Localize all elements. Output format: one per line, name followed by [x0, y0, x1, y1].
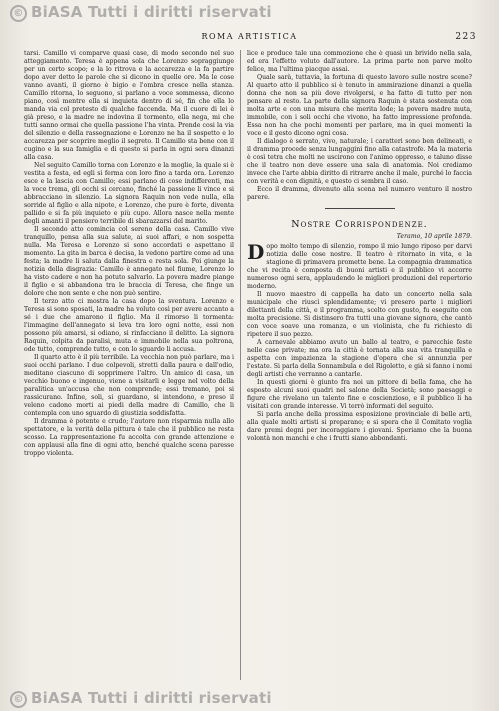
watermark-bottom [10, 689, 310, 709]
column-divider [240, 50, 241, 680]
watermark-text: BiASA Tutti i diritti riservati [31, 689, 272, 707]
paragraph: A carnevale abbiamo avuto un ballo al teatro, e parecchie feste nelle case private; ma ora la città è tornata alla sua vita tranquilla e aspetta con impazienza la stagione d'opera che si annunzia per l'estate. Si parla della Sonnambula e del Rigoletto, e già si fanno i nomi degli artisti che verranno a cantarle. [247, 339, 472, 378]
paragraph: Nel seguito Camillo torna con Lorenzo e la moglie, la quale si è vestita a festa, ed egli si ferma con loro fino a tarda ora. Lorenzo esce e la lascia con Camillo; essi parlano di cose indifferenti, ma la voce trema, gli occhi si cercano, finché la passione li vince e si abbracciano in silenzio. La signora Raquin non vede nulla, ella sorride al figlio e alla nipote, e Lorenzo, che pure è forte, diventa pallido e si fa più inquieto e più cupo. Allora nasce nella mente degli amanti il pensiero terribile di sbarazzarsi del marito. [24, 162, 234, 225]
paragraph: Il secondo atto comincia col sereno della casa. Camillo vive tranquillo, pensa alla sua salute, ai suoi affari, e non sospetta nulla. Ma Teresa e Lorenzo si sono accordati e aspettano il momento. La gita in barca è decisa, la vedono partire come ad una festa; la madre li saluta dalla finestra e resta sola. Poi giunge la notizia della disgrazia: Camillo è annegato nel fiume, Lorenzo lo ha visto cadere e non ha potuto salvarlo. La povera madre piange il figlio e si abbandona tra le braccia di Teresa, che finge un dolore che non sente e che non può sentire. [24, 226, 234, 297]
paragraph: Il quarto atto è il più terribile. La vecchia non può parlare, ma i suoi occhi parlano. I due colpevoli, stretti dalla paura e dall'odio, meditano ciascuno di sopprimere l'altro. Un amico di casa, un vecchio buono e ingenuo, viene a visitarli e legge nel volto della paralitica un'accusa che non comprende; essi tremano, poi si rassicurano. Infine, soli, si guardano, si intendono, e preso il veleno cadono morti ai piedi della madre di Camillo, che li contempla con uno sguardo di giustizia soddisfatta. [24, 354, 234, 417]
paragraph: tarsi. Camillo vi comparve quasi case, di modo secondo nel suo atteggiamento. Teresa è appena sola che Lorenzo sopraggiunge per un certo scopo; e la lo ritrova e la accarezza e la fa partire dopo aver detto le parole che si dicono in quelle ore. Ma le cose vanno avanti, il giorno è bigio e l'ombra cresce nella stanza. Camillo ritorna, lo seguono, si parlano a voce sommessa, dicono piano, così mentre ella si inquieta dentro di sé, fin che ella lo manda via col pretesto di qualche faccenda. Ma il cuore di lei è già preso, e la madre ne indovina il tormento, ella nega, mi che tutti sanno ormai che quella passione l'ha vinta. Prende cosi la via del silenzio e della rassegnazione e Lorenzo ne ha il sospetto e lo accarezza per scoprire meglio il segreto. Il Camillo sta bene con il cugino e la sua famiglia e di questo si parla in ogni sera dinanzi alla casa. [24, 50, 234, 161]
paragraph: lice e produce tale una commozione che è quasi un brivido nella sala, ed era l'effetto voluto dall'autore. La prima parte non parve molto felice, ma l'ultima piacque assai. [247, 50, 472, 73]
section-rule [325, 208, 395, 209]
paragraph: Il dialogo è serrato, vivo, naturale; i caratteri sono ben delineati, e il dramma procede senza lungaggini fino alla catastrofe. Ma la materia è così tetra che molti ne uscirono con l'animo oppresso, e taluno disse che il teatro non deve essere una sala di anatomia. Noi crediamo invece che l'arte abbia diritto di ritrarre anche il male, purché lo faccia con verità e con dignità, e questo ci sembra il caso. [247, 138, 472, 185]
dropcap: D [247, 240, 265, 264]
copyright-icon: © [10, 691, 27, 708]
paragraph: Ecco il dramma, divenuto alla scena nel numero venturo il nostro parere. [247, 186, 472, 201]
paragraph: Il nuovo maestro di cappella ha dato un concerto nella sala municipale che riuscì splendidamente; vi presero parte i migliori dilettanti della città, e il programma, scelto con gusto, fu eseguito con molta precisione. Si distinsero fra tutti una giovane signora, che cantò con voce soave una romanza, e un violinista, che fu richiesto di ripetere il suo pezzo. [247, 291, 472, 338]
paragraph: In questi giorni è giunto fra noi un pittore di bella fama, che ha esposto alcuni suoi quadri nel salone della Società; sono paesaggi e figure che rivelano un talento fine e coscienzioso, e il pubblico li ha visitati con grande interesse. Vi terrò informati del seguito. [247, 379, 472, 410]
paragraph [247, 240, 472, 291]
page-number: 223 [455, 32, 477, 42]
copyright-icon: © [10, 5, 27, 22]
right-column [247, 50, 472, 682]
watermark-top [10, 3, 310, 23]
running-title: ROMA ARTISTICA [201, 32, 298, 41]
page-header [22, 32, 477, 46]
left-column [24, 50, 234, 682]
paragraph: Quale sarà, tuttavia, la fortuna di questo lavoro sulle nostre scene? Al quarto atto il pubblico si è tenuto in ammirazione dinanzi a quella donna che non sa più dove rivolgersi, e ha fatto di tutto per non pensare al resto. La parte della signora Raquin è stata sostenuta con molta arte e con una misura che merita lode; la povera madre muta, immobile, con i soli occhi che vivono, ha fatto impressione profonda. Essa non ha che pochi momenti per parlare, ma in quei momenti la voce e il gesto dicono ogni cosa. [247, 74, 472, 137]
section-title: Nostre Corrispondenze. [291, 219, 428, 230]
paragraph: Si parla anche della prossima esposizione provinciale di belle arti, alla quale molti artisti si preparano; e si spera che il Comitato voglia dare premi degni per incoraggiare i giovani. Speriamo che la buona volontà non manchi e che i frutti siano abbondanti. [247, 411, 472, 442]
paragraph: Il dramma è potente e crudo; l'autore non risparmia nulla allo spettatore, e la verità della pittura è tale che il pubblico ne resta scosso. La rappresentazione fu accolta con grande attenzione e con applausi alla fine di ogni atto, benché qualche scena paresse troppo violenta. [24, 418, 234, 457]
dateline: Teramo, 10 aprile 1879. [396, 233, 472, 240]
watermark-text: BiASA Tutti i diritti riservati [31, 3, 272, 21]
paragraph: Il terzo atto ci mostra la casa dopo la sventura. Lorenzo e Teresa si sono sposati, la madre ha voluto così per avere accanto a sé i due che amarono il figlio. Ma il rimorso li tormenta: l'immagine dell'annegato si leva tra loro ogni notte, essi non possono più amarsi, si odiano, si rinfacciano il delitto. La signora Raquin, colpita da paralisi, muta e immobile nella sua poltrona, ode tutto, comprende tutto, e con lo sguardo li accusa. [24, 298, 234, 353]
paragraph-text: opo molto tempo di silenzio, rompo il mio lungo riposo per darvi notizia delle cose nostre. Il teatro è ritornato in vita, e la stagione di primavera promette bene. La compagnia drammatica che vi recita è composta di buoni artisti e il pubblico vi accorre numeroso ogni sera, applaudendo le migliori produzioni del repertorio moderno. [247, 243, 472, 290]
